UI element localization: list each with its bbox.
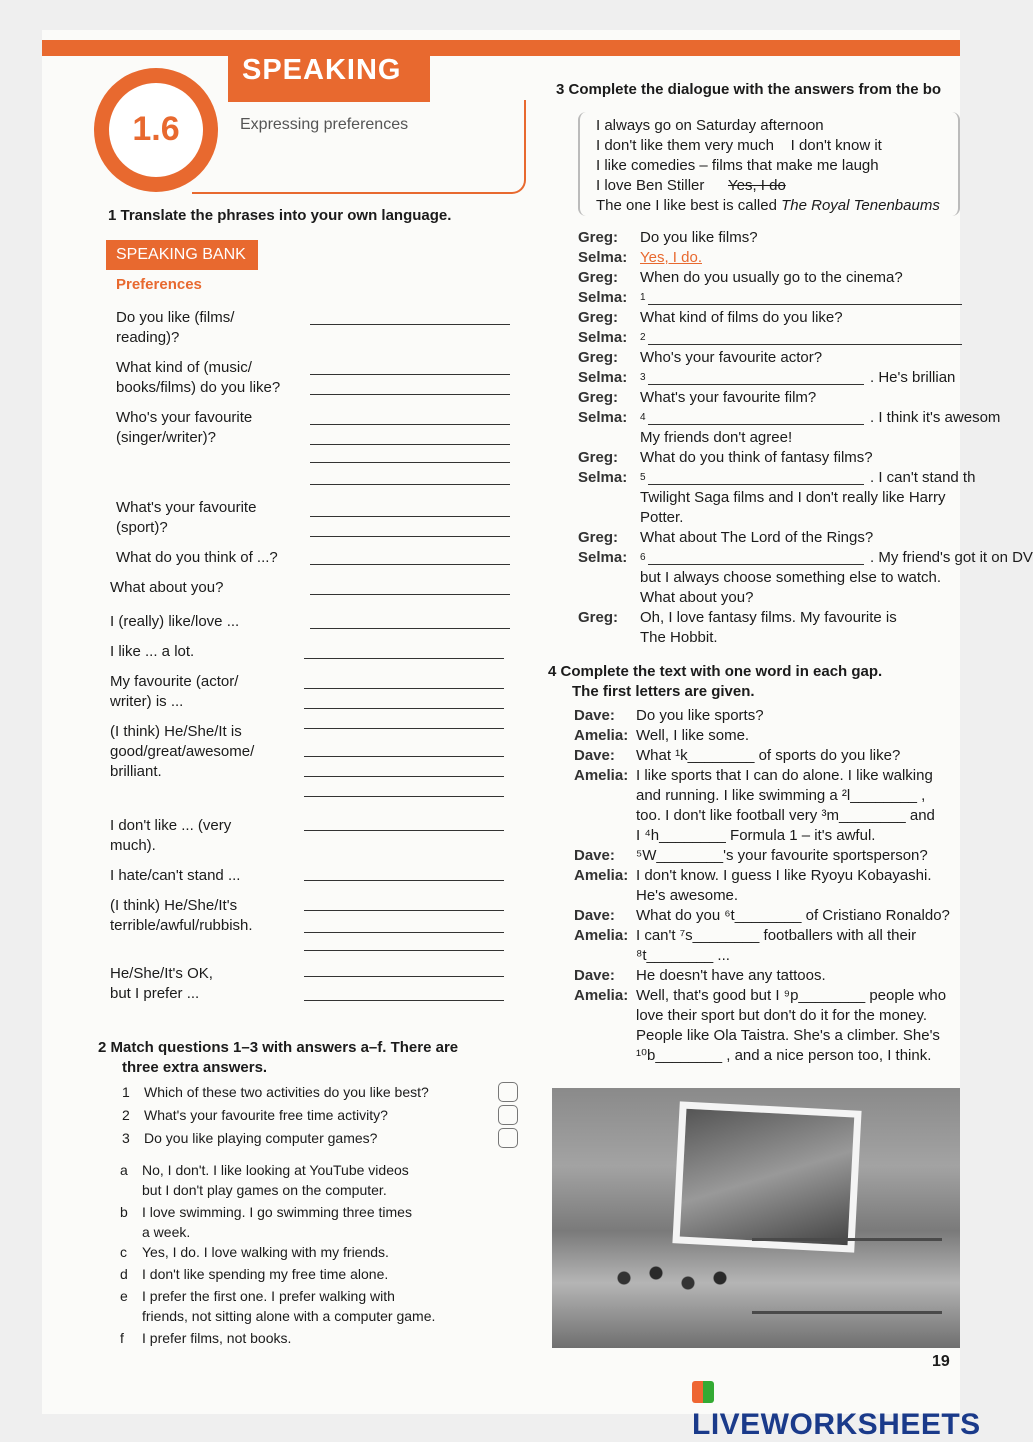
phrase-18: I don't like ... (very [110, 817, 232, 834]
ex2-heading: 2 Match questions 1–3 with answers a–f. There are [98, 1039, 459, 1056]
speaker: Selma: [578, 549, 628, 566]
answer-line-6[interactable] [310, 462, 510, 463]
dialogue-line: I don't know. I guess I like Ryoyu Kobayashi. [636, 867, 932, 884]
ex3-heading: 3 Complete the dialogue with the answers from the bo [556, 81, 942, 98]
header-bar [42, 40, 960, 56]
dialogue-line: He's awesome. [636, 887, 739, 904]
dialogue-line: 1 [640, 292, 646, 303]
phrase-21: (I think) He/She/It's [110, 897, 238, 914]
answer-line-11[interactable] [310, 594, 510, 595]
phrase-9: What do you think of ...? [116, 549, 278, 566]
speaker: Greg: [578, 609, 619, 626]
gap-line[interactable] [648, 304, 962, 305]
speaker: Greg: [578, 449, 619, 466]
brand-logo [692, 1374, 1000, 1442]
brand-text: LIVEWORKSHEETS [692, 1408, 981, 1441]
answer-line-20[interactable] [304, 830, 504, 831]
question-number: 1 [122, 1084, 130, 1100]
phrase-16: good/great/awesome/ [110, 743, 255, 760]
dialogue-line: My friends don't agree! [640, 429, 793, 446]
speaker: Selma: [578, 289, 628, 306]
phrase-1: Do you like (films/ [116, 309, 235, 326]
question-text: Do you like playing computer games? [144, 1130, 378, 1146]
answer-letter: e [120, 1288, 128, 1304]
answer-line-24[interactable] [304, 950, 504, 951]
speaker: Greg: [578, 229, 619, 246]
answer-line-14[interactable] [304, 688, 504, 689]
gap-line[interactable] [648, 384, 864, 385]
dialogue-after: . I think it's awesom [870, 409, 1001, 426]
speaker: Dave: [574, 707, 615, 724]
phrase-15: (I think) He/She/It is [110, 723, 242, 740]
fence [752, 1238, 942, 1314]
answer-line-25[interactable] [304, 976, 504, 977]
speaker: Dave: [574, 907, 615, 924]
ex2-heading-2: three extra answers. [122, 1059, 268, 1076]
dialogue-line: I like sports that I can do alone. I like walking [636, 767, 933, 784]
box-line-3: I like comedies – films that make me laugh [596, 157, 879, 174]
dialogue-line: 3 [640, 372, 646, 383]
answer-line-17[interactable] [304, 756, 504, 757]
answer-line-23[interactable] [304, 932, 504, 933]
phrase-4: books/films) do you like? [116, 379, 281, 396]
phrase-13: My favourite (actor/ [110, 673, 239, 690]
phrase-19: much). [110, 837, 156, 854]
speaker: Dave: [574, 847, 615, 864]
phrase-2: reading)? [116, 329, 180, 346]
gap-line[interactable] [648, 344, 962, 345]
dialogue-line: love their sport but don't do it for the money. [636, 1007, 928, 1024]
answer-text: I prefer films, not books. [142, 1330, 292, 1346]
gap-line[interactable] [648, 564, 864, 565]
dialogue-line: What do you think of fantasy films? [640, 449, 873, 466]
dialogue-line: I ⁴h________ Formula 1 – it's awful. [636, 827, 876, 844]
answer-letter: d [120, 1266, 128, 1282]
speaker: Amelia: [574, 927, 629, 944]
speaker: Greg: [578, 309, 619, 326]
unit-badge-inner [109, 83, 203, 177]
dialogue-line: What about you? [640, 589, 754, 606]
gap-line[interactable] [648, 424, 864, 425]
dialogue-line: Potter. [640, 509, 684, 526]
dialogue-after: . My friend's got it on DV [870, 549, 1033, 566]
box-line-crossed: Yes, I do [728, 177, 786, 194]
answer-checkbox[interactable] [498, 1105, 518, 1125]
answer-line-21[interactable] [304, 880, 504, 881]
answer-line-9[interactable] [310, 536, 510, 537]
dialogue-line: What's your favourite film? [640, 389, 817, 406]
phrase-3: What kind of (music/ [116, 359, 252, 376]
dialogue-line: The Hobbit. [640, 629, 718, 646]
answer-letter: b [120, 1204, 128, 1220]
ex4-heading: 4 Complete the text with one word in each gap. [548, 663, 883, 680]
answer-line-12[interactable] [310, 628, 510, 629]
subtitle: Expressing preferences [240, 116, 409, 133]
answer-text: I don't like spending my free time alone. [142, 1266, 389, 1282]
answer-line-3[interactable] [310, 394, 510, 395]
phrase-20: I hate/can't stand ... [110, 867, 241, 884]
ex4-heading-2: The first letters are given. [572, 683, 755, 700]
box-line-6-title: The Royal Tenenbaums [781, 197, 940, 214]
answer-line-15[interactable] [304, 708, 504, 709]
box-line-6 [596, 196, 940, 216]
speaker: Amelia: [574, 987, 629, 1004]
dialogue-line: Yes, I do. [640, 249, 702, 266]
inset-photo [672, 1101, 861, 1252]
speaker: Greg: [578, 269, 619, 286]
answer-text-cont: but I don't play games on the computer. [142, 1182, 387, 1198]
answer-line-26[interactable] [304, 1000, 504, 1001]
dialogue-line: Twilight Saga films and I don't really like Harry [640, 489, 946, 506]
question-number: 3 [122, 1130, 130, 1146]
dialogue-line: When do you usually go to the cinema? [640, 269, 903, 286]
dialogue-line: What do you ⁶t________ of Cristiano Ronaldo? [636, 907, 950, 924]
phrase-14: writer) is ... [110, 693, 184, 710]
dialogue-after: . He's brillian [870, 369, 956, 386]
phrase-6: (singer/writer)? [116, 429, 217, 446]
speaker: Dave: [574, 747, 615, 764]
phrase-17: brilliant. [110, 763, 162, 780]
gap-line[interactable] [648, 484, 864, 485]
hikers [592, 1238, 752, 1338]
phrase-5: Who's your favourite [116, 409, 253, 426]
answer-letter: a [120, 1162, 128, 1178]
speaker: Greg: [578, 529, 619, 546]
dialogue-line: I can't ⁷s________ footballers with all their [636, 927, 917, 944]
answer-line-7[interactable] [310, 484, 510, 485]
answer-line-5[interactable] [310, 444, 510, 445]
dialogue-line: 2 [640, 332, 646, 343]
dialogue-line: Oh, I love fantasy films. My favourite is [640, 609, 897, 626]
question-number: 2 [122, 1107, 130, 1123]
phrase-10: What about you? [110, 579, 224, 596]
speaker: Selma: [578, 249, 628, 266]
dialogue-line: Well, that's good but I ⁹p________ people who [636, 987, 947, 1004]
page-title: SPEAKING [242, 54, 402, 86]
answer-line-1[interactable] [310, 324, 510, 325]
answer-checkbox[interactable] [498, 1128, 518, 1148]
speaker: Dave: [574, 967, 615, 984]
answer-letter: c [120, 1244, 127, 1260]
dialogue-line: 6 [640, 552, 646, 563]
box-line-6-text: The one I like best is called [596, 197, 782, 214]
dialogue-line: What about The Lord of the Rings? [640, 529, 874, 546]
phrase-8: (sport)? [116, 519, 168, 536]
unit-number: 1.6 [132, 110, 180, 148]
dialogue-line: too. I don't like football very ³m________ and [636, 807, 935, 824]
phrase-23: He/She/It's OK, [110, 965, 213, 982]
answer-line-16[interactable] [304, 728, 504, 729]
dialogue-line: What kind of films do you like? [640, 309, 843, 326]
speaker: Selma: [578, 369, 628, 386]
dialogue-line: What ¹k________ of sports do you like? [636, 747, 901, 764]
dialogue-line: 5 [640, 472, 646, 483]
answer-text: Yes, I do. I love walking with my friends. [142, 1244, 389, 1260]
header-frame [192, 100, 526, 194]
answer-line-4[interactable] [310, 424, 510, 425]
speaking-bank-title: SPEAKING BANK [106, 240, 258, 270]
answer-text: I prefer the first one. I prefer walking with [142, 1288, 395, 1304]
dialogue-line: but I always choose something else to watch. [640, 569, 941, 586]
answer-text-cont: a week. [142, 1224, 191, 1240]
question-text: What's your favourite free time activity? [144, 1107, 388, 1123]
phrase-22: terrible/awful/rubbish. [110, 917, 253, 934]
dialogue-after: . I can't stand th [870, 469, 976, 486]
page-number: 19 [932, 1353, 950, 1370]
answer-text-cont: friends, not sitting alone with a computer game. [142, 1308, 436, 1324]
dialogue-line: Do you like sports? [636, 707, 764, 724]
speaker: Selma: [578, 329, 628, 346]
preferences-label: Preferences [116, 276, 202, 293]
dialogue-line: He doesn't have any tattoos. [636, 967, 826, 984]
dialogue-line: Who's your favourite actor? [640, 349, 823, 366]
box-line-4: I love Ben Stiller [596, 177, 705, 194]
answer-letter: f [120, 1330, 124, 1346]
box-line-2: I don't like them very much I don't know it [596, 137, 882, 154]
speaker: Amelia: [574, 727, 629, 744]
answer-line-22[interactable] [304, 910, 504, 911]
dialogue-line: Do you like films? [640, 229, 758, 246]
speaker: Amelia: [574, 867, 629, 884]
answer-text: No, I don't. I like looking at YouTube videos [142, 1162, 409, 1178]
question-text: Which of these two activities do you like best? [144, 1084, 429, 1100]
answer-line-10[interactable] [310, 564, 510, 565]
title-tab [228, 46, 430, 102]
phrase-7: What's your favourite [116, 499, 257, 516]
dialogue-line: Well, I like some. [636, 727, 750, 744]
worksheet-page [42, 30, 1033, 1414]
dialogue-line: ¹⁰b________ , and a nice person too, I think. [636, 1047, 932, 1064]
dialogue-line: ⁵W________'s your favourite sportsperson? [636, 847, 928, 864]
brand-icon [692, 1381, 714, 1403]
dialogue-line: and running. I like swimming a ²l________ , [636, 787, 926, 804]
speaker: Selma: [578, 409, 628, 426]
answer-text: I love swimming. I go swimming three times [142, 1204, 412, 1220]
ex1-heading: 1 Translate the phrases into your own language. [108, 207, 452, 224]
dialogue-line: ⁸t________ ... [636, 947, 730, 964]
phrase-24: but I prefer ... [110, 985, 200, 1002]
speaker: Greg: [578, 349, 619, 366]
answer-line-8[interactable] [310, 516, 510, 517]
box-line-1: I always go on Saturday afternoon [596, 117, 824, 134]
dialogue-line: People like Ola Taistra. She's a climber. She's [636, 1027, 940, 1044]
answer-line-18[interactable] [304, 776, 504, 777]
speaker: Selma: [578, 469, 628, 486]
answer-line-19[interactable] [304, 796, 504, 797]
phrase-12: I like ... a lot. [110, 643, 195, 660]
dialogue-line: 4 [640, 412, 646, 423]
answer-line-2[interactable] [310, 374, 510, 375]
speaker: Amelia: [574, 767, 629, 784]
speaker: Greg: [578, 389, 619, 406]
answer-checkbox[interactable] [498, 1082, 518, 1102]
phrase-11: I (really) like/love ... [110, 613, 240, 630]
hikers-photo [552, 1088, 960, 1348]
answer-line-13[interactable] [304, 658, 504, 659]
